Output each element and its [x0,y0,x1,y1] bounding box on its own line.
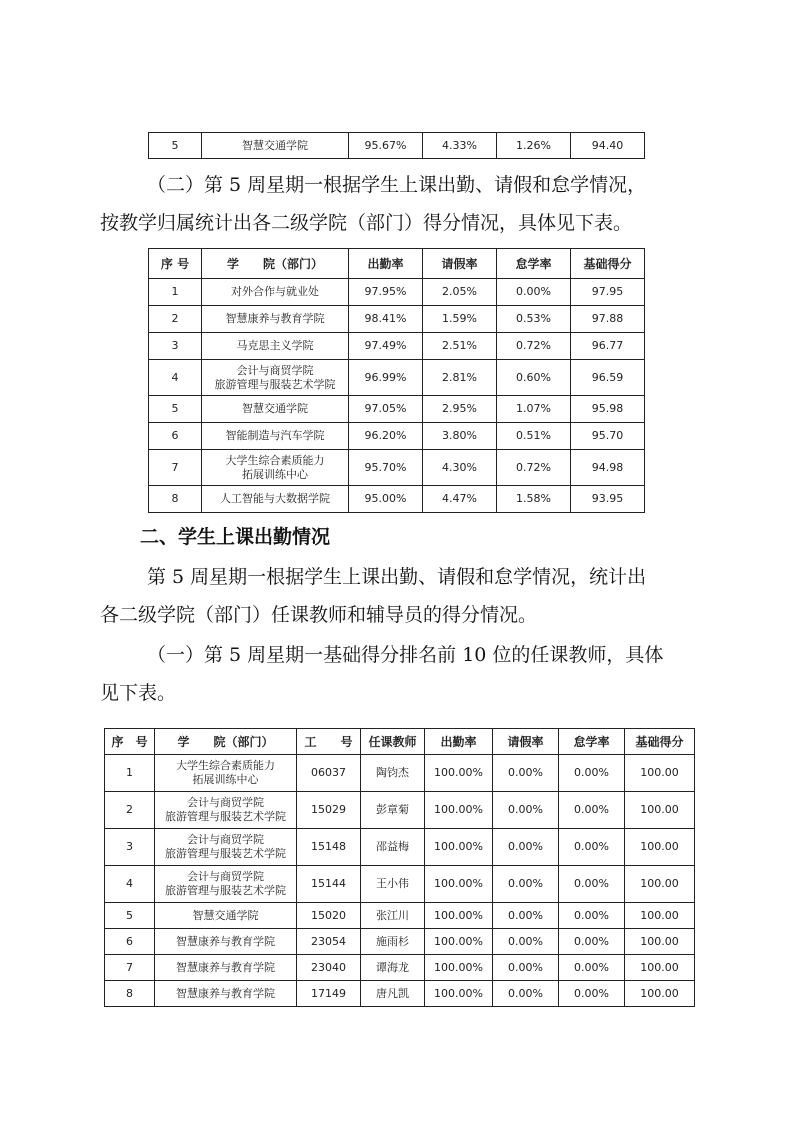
table-cell: 马克思主义学院 [202,333,349,360]
table-row [149,333,645,360]
table-cell: 邵益梅 [361,829,425,866]
top-table [148,132,645,159]
table-cell: 2 [105,792,155,829]
table-cell: 6 [105,929,155,955]
table-cell: 95.70% [349,450,423,486]
table-cell: 1.07% [497,396,571,423]
table-cell: 98.41% [349,306,423,333]
table-cell: 0.00% [559,866,625,903]
table-cell: 1 [105,755,155,792]
table-cell: 100.00 [625,792,695,829]
table-cell: 95.67% [349,133,423,159]
table-cell: 0.00% [559,981,625,1007]
teacher-ranking-table [104,728,695,1007]
table-row [149,486,645,513]
attendance-paragraph-line2: 各二级学院（部门）任课教师和辅导员的得分情况。 [100,604,538,626]
table-cell: 94.98 [571,450,645,486]
table-row [149,279,645,306]
table-cell: 智慧交通学院 [202,396,349,423]
table-cell: 0.00% [497,279,571,306]
table-cell: 0.00% [493,755,559,792]
teacher_table-header-cell: 出勤率 [425,729,493,755]
table-cell: 100.00% [425,866,493,903]
table-cell: 张江川 [361,903,425,929]
section-2-intro [100,166,700,242]
table-row [149,133,645,159]
table-cell: 5 [149,396,202,423]
college_table-header-cell: 序 号 [149,249,202,279]
table-cell: 2.81% [423,360,497,396]
table-cell: 3.80% [423,423,497,450]
table-cell: 2.95% [423,396,497,423]
table-row [105,981,695,1007]
table-cell: 大学生综合素质能力 拓展训练中心 [202,450,349,486]
table-cell: 96.77 [571,333,645,360]
table-cell: 100.00 [625,903,695,929]
table-row [105,866,695,903]
table-cell: 0.72% [497,450,571,486]
teacher_table-header-cell: 序 号 [105,729,155,755]
college_table-header-cell: 怠学率 [497,249,571,279]
table-cell: 2.05% [423,279,497,306]
table-cell: 4.33% [423,133,497,159]
table-cell: 3 [149,333,202,360]
table-cell: 4.30% [423,450,497,486]
table-cell: 0.00% [493,929,559,955]
table-cell: 0.00% [559,929,625,955]
top-table-body [149,133,645,159]
section-2-intro-line2: 按教学归属统计出各二级学院（部门）得分情况，具体见下表。 [100,212,633,234]
table-cell: 100.00% [425,903,493,929]
table-cell: 6 [149,423,202,450]
table-cell: 100.00 [625,755,695,792]
teacher_table-header-cell: 任课教师 [361,729,425,755]
table-cell: 96.99% [349,360,423,396]
college_table-header-cell: 请假率 [423,249,497,279]
table-cell: 97.88 [571,306,645,333]
table-row [105,929,695,955]
table-cell: 0.53% [497,306,571,333]
table-cell: 施雨杉 [361,929,425,955]
table-cell: 智慧交通学院 [202,133,349,159]
table-cell: 23040 [297,955,361,981]
table-cell: 2.51% [423,333,497,360]
teacher_table-header-cell: 学 院（部门） [155,729,297,755]
table-cell: 7 [149,450,202,486]
table-cell: 96.59 [571,360,645,396]
table-cell: 5 [149,133,202,159]
table-cell: 0.00% [493,981,559,1007]
table-cell: 97.05% [349,396,423,423]
table-cell: 15020 [297,903,361,929]
table-cell: 王小伟 [361,866,425,903]
table-cell: 0.00% [493,792,559,829]
table-cell: 智慧交通学院 [155,903,297,929]
table-cell: 1.26% [497,133,571,159]
table-row [105,829,695,866]
table-cell: 彭章菊 [361,792,425,829]
table-cell: 2 [149,306,202,333]
table-cell: 7 [105,955,155,981]
table-cell: 95.98 [571,396,645,423]
table-cell: 4.47% [423,486,497,513]
table-cell: 智慧康养与教育学院 [155,929,297,955]
table-row [105,792,695,829]
college-score-table [148,248,645,513]
teacher_table-header-cell: 请假率 [493,729,559,755]
table-cell: 93.95 [571,486,645,513]
college_table-header-cell: 学 院（部门） [202,249,349,279]
table-cell: 3 [105,829,155,866]
table-cell: 06037 [297,755,361,792]
table-row [149,423,645,450]
table-cell: 会计与商贸学院 旅游管理与服装艺术学院 [155,866,297,903]
table-cell: 97.49% [349,333,423,360]
college-table-body [149,279,645,513]
table-cell: 96.20% [349,423,423,450]
table-cell: 0.00% [493,955,559,981]
top-teachers-paragraph [100,636,700,712]
table-cell: 100.00 [625,866,695,903]
section-2-intro-line1: （二）第 5 周星期一根据学生上课出勤、请假和怠学情况， [147,174,647,196]
top-teachers-paragraph-line1: （一）第 5 周星期一基础得分排名前 10 位的任课教师，具体 [147,644,664,666]
college_table-header-cell: 基础得分 [571,249,645,279]
table-cell: 94.40 [571,133,645,159]
table-cell: 会计与商贸学院 旅游管理与服装艺术学院 [155,792,297,829]
table-cell: 0.00% [559,829,625,866]
table-cell: 95.70 [571,423,645,450]
table-cell: 0.00% [493,866,559,903]
table-row [149,396,645,423]
table-cell: 0.72% [497,333,571,360]
table-cell: 15148 [297,829,361,866]
table-cell: 智慧康养与教育学院 [155,981,297,1007]
table-cell: 100.00% [425,755,493,792]
teacher-table-body [105,755,695,1007]
teacher_table-header-cell: 工 号 [297,729,361,755]
table-cell: 95.00% [349,486,423,513]
table-cell: 唐凡凯 [361,981,425,1007]
college_table-header-cell: 出勤率 [349,249,423,279]
table-cell: 100.00% [425,981,493,1007]
table-cell: 智慧康养与教育学院 [202,306,349,333]
top-teachers-paragraph-line2: 见下表。 [100,682,177,704]
table-cell: 23054 [297,929,361,955]
table-cell: 0.00% [559,955,625,981]
table-cell: 100.00 [625,955,695,981]
table-cell: 1.58% [497,486,571,513]
table-cell: 大学生综合素质能力 拓展训练中心 [155,755,297,792]
table-cell: 15144 [297,866,361,903]
college-table-header [149,249,645,279]
table-cell: 97.95 [571,279,645,306]
table-cell: 0.00% [493,903,559,929]
teacher_table-header-cell: 怠学率 [559,729,625,755]
table-cell: 100.00 [625,829,695,866]
table-cell: 陶钧杰 [361,755,425,792]
table-cell: 15029 [297,792,361,829]
attendance-paragraph-line1: 第 5 周星期一根据学生上课出勤、请假和怠学情况，统计出 [147,566,647,588]
table-cell: 1 [149,279,202,306]
table-cell: 100.00 [625,981,695,1007]
table-cell: 100.00% [425,792,493,829]
table-row [149,360,645,396]
teacher_table-header-cell: 基础得分 [625,729,695,755]
table-cell: 100.00% [425,929,493,955]
table-cell: 4 [149,360,202,396]
table-cell: 100.00% [425,955,493,981]
table-row [105,955,695,981]
table-row [105,903,695,929]
table-cell: 对外合作与就业处 [202,279,349,306]
table-cell: 4 [105,866,155,903]
table-cell: 97.95% [349,279,423,306]
table-cell: 5 [105,903,155,929]
table-cell: 0.00% [493,829,559,866]
table-cell: 0.00% [559,755,625,792]
table-cell: 0.60% [497,360,571,396]
table-cell: 会计与商贸学院 旅游管理与服装艺术学院 [202,360,349,396]
table-cell: 0.00% [559,903,625,929]
table-cell: 100.00% [425,829,493,866]
table-row [149,450,645,486]
table-cell: 8 [149,486,202,513]
teacher-table-header [105,729,695,755]
table-row [105,755,695,792]
table-cell: 100.00 [625,929,695,955]
table-cell: 17149 [297,981,361,1007]
table-cell: 8 [105,981,155,1007]
attendance-paragraph [100,558,700,634]
table-cell: 人工智能与大数据学院 [202,486,349,513]
table-cell: 0.51% [497,423,571,450]
table-cell: 1.59% [423,306,497,333]
table-cell: 会计与商贸学院 旅游管理与服装艺术学院 [155,829,297,866]
table-row [149,306,645,333]
table-cell: 0.00% [559,792,625,829]
section-heading: 二、学生上课出勤情况 [140,526,331,548]
table-cell: 智慧康养与教育学院 [155,955,297,981]
table-cell: 谭海龙 [361,955,425,981]
table-cell: 智能制造与汽车学院 [202,423,349,450]
